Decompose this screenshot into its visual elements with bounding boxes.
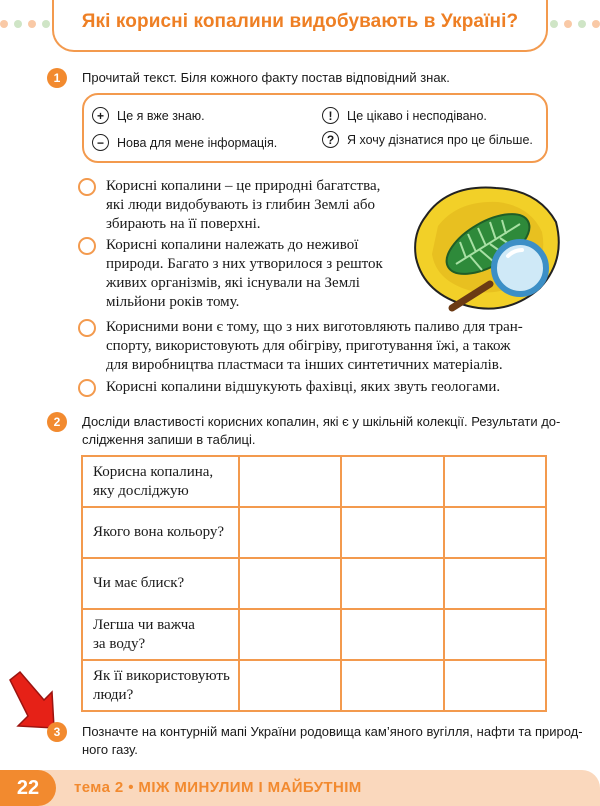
fossil-magnifier-illustration <box>408 176 568 326</box>
task-1-instruction: Прочитай текст. Біля кожного факту постав відповідний знак. <box>82 70 450 85</box>
answer-cell[interactable] <box>341 507 443 558</box>
answer-circle[interactable] <box>78 379 96 397</box>
answer-cell[interactable] <box>239 507 341 558</box>
legend-box <box>82 93 548 163</box>
table-row <box>82 609 546 660</box>
plus-icon: + <box>92 107 109 124</box>
instruction-line: слідження запиши в таблиці. <box>82 432 256 447</box>
question-line: Як її використовують <box>93 667 230 684</box>
question-cell <box>82 609 239 660</box>
answer-cell[interactable] <box>239 456 341 507</box>
question-line: люди? <box>93 686 134 703</box>
answer-cell[interactable] <box>239 609 341 660</box>
question-line: Якого вона кольору? <box>93 524 225 540</box>
answer-circle[interactable] <box>78 178 96 196</box>
question-line: за воду? <box>93 635 146 652</box>
answer-cell[interactable] <box>239 558 341 609</box>
answer-cell[interactable] <box>341 660 443 711</box>
answer-cell[interactable] <box>444 558 546 609</box>
footer-topic: тема 2 • МІЖ МИНУЛИМ І МАЙБУТНІМ <box>74 779 362 796</box>
fact-line: мільйони років тому. <box>106 294 240 310</box>
fact-line: збирають на її поверхні. <box>106 216 261 232</box>
answer-cell[interactable] <box>444 456 546 507</box>
fact-item-4 <box>78 378 500 397</box>
question-cell <box>82 660 239 711</box>
answer-cell[interactable] <box>444 609 546 660</box>
question-cell <box>82 456 239 507</box>
legend-item-want-more <box>322 131 533 148</box>
question-line: Корисна копалина, <box>93 463 214 480</box>
task-2-instruction <box>82 413 560 449</box>
legend-label: Я хочу дізнатися про це більше. <box>347 132 533 147</box>
question-line: Легша чи важча <box>93 616 195 633</box>
question-icon: ? <box>322 131 339 148</box>
legend-item-interesting <box>322 107 487 124</box>
page-number: 22 <box>0 770 56 806</box>
properties-table <box>81 455 547 712</box>
fact-line: Корисні копалини належать до неживої <box>106 237 359 253</box>
instruction-line: Досліди властивості корисних копалин, які є у шкільній колекції. Результати до- <box>82 414 561 429</box>
fact-line: Корисні копалини відшукують фахівці, яких звуть геологами. <box>106 379 501 395</box>
table-row <box>82 558 546 609</box>
legend-label: Це цікаво і несподівано. <box>347 108 487 123</box>
fact-line: для виробництва пластмаси та інших синтетичних матеріалів. <box>106 357 503 373</box>
exclamation-icon: ! <box>322 107 339 124</box>
answer-cell[interactable] <box>341 456 443 507</box>
legend-label: Це я вже знаю. <box>117 108 205 123</box>
fact-line: Корисні копалини – це природні багатства, <box>106 178 381 194</box>
table-row <box>82 456 546 507</box>
fact-line: Корисними вони є тому, що з них виготовляють паливо для тран- <box>106 319 523 335</box>
fact-line: які люди видобувають із глибин Землі або <box>106 197 375 213</box>
instruction-line: Позначте на контурній мапі України родовища кам’яного вугілля, нафти та природ- <box>82 724 583 739</box>
answer-cell[interactable] <box>341 558 443 609</box>
fact-line: природи. Багато з них утворилося з решток <box>106 256 383 272</box>
legend-item-new <box>92 134 277 151</box>
answer-cell[interactable] <box>239 660 341 711</box>
title-box <box>52 0 548 52</box>
question-line: яку досліджую <box>93 482 189 499</box>
task-1-badge: 1 <box>47 68 67 88</box>
question-cell <box>82 558 239 609</box>
fact-line: спорту, використовують для обігріву, приготування їжі, а також <box>106 338 511 354</box>
answer-cell[interactable] <box>444 507 546 558</box>
question-cell <box>82 507 239 558</box>
fact-item-1 <box>78 177 380 234</box>
fact-line: живих організмів, які існували на Землі <box>106 275 360 291</box>
table-row <box>82 507 546 558</box>
answer-cell[interactable] <box>444 660 546 711</box>
table-row <box>82 660 546 711</box>
fact-item-2 <box>78 236 383 312</box>
answer-circle[interactable] <box>78 319 96 337</box>
instruction-line: ного газу. <box>82 742 138 757</box>
legend-item-known <box>92 107 205 124</box>
page-title: Які корисні копалини видобувають в Україні? <box>81 11 519 32</box>
task-3-instruction <box>82 723 583 759</box>
fact-item-3 <box>78 318 523 375</box>
task-3-badge: 3 <box>47 722 67 742</box>
answer-cell[interactable] <box>341 609 443 660</box>
legend-label: Нова для мене інформація. <box>117 135 278 150</box>
question-line: Чи має блиск? <box>93 575 185 591</box>
task-2-badge: 2 <box>47 412 67 432</box>
minus-icon: − <box>92 134 109 151</box>
answer-circle[interactable] <box>78 237 96 255</box>
